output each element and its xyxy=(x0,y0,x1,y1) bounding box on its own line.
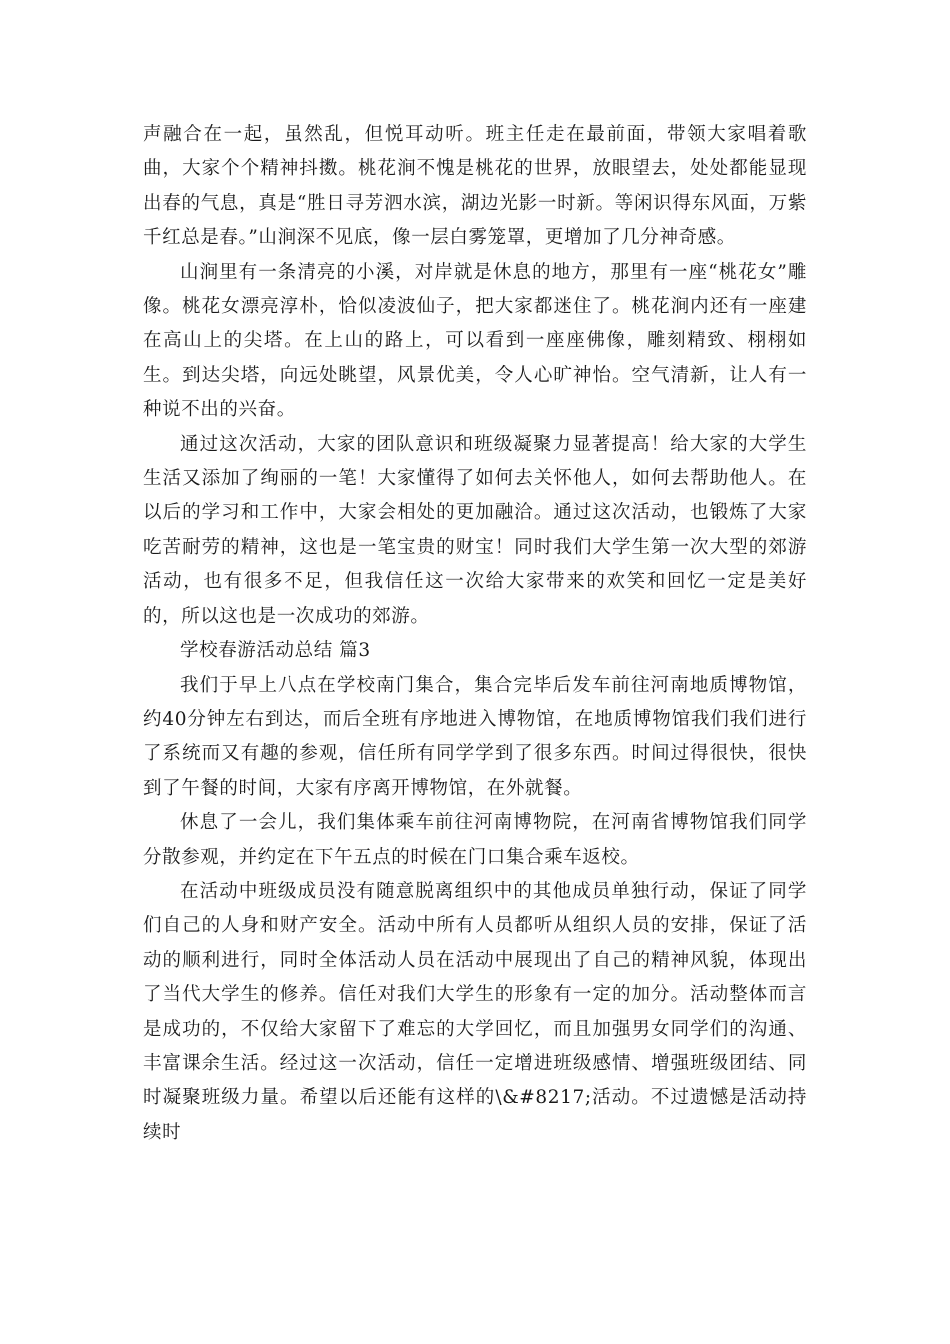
section-paragraph-2: 休息了一会儿，我们集体乘车前往河南博物院，在河南省博物馆我们同学分散参观，并约定在下午五点的时候在门口集合乘车返校。 xyxy=(143,812,807,868)
paragraph-1: 声融合在一起，虽然乱，但悦耳动听。班主任走在最前面，带领大家唱着歌曲，大家个个精神抖擞。桃花涧不愧是桃花的世界，放眼望去，处处都能显现出春的气息，真是“胜日寻芳泗水滨，湖边光影一时新。等闲识得东风面，万紫千红总是春。”山涧深不见底，像一层白雾笼罩，更增加了几分神奇感。 xyxy=(143,124,807,249)
section-paragraph-1: 我们于早上八点在学校南门集合，集合完毕后发车前往河南地质博物馆，约40分钟左右到达，而后全班有序地进入博物馆，在地质博物馆我们我们进行了系统而又有趣的参观，信任所有同学学到了很多东西。时间过得很快，很快到了午餐的时间，大家有序离开博物馆，在外就餐。 xyxy=(143,674,807,799)
paragraph-2: 山涧里有一条清亮的小溪，对岸就是休息的地方，那里有一座“桃花女”雕像。桃花女漂亮淳朴，恰似凌波仙子，把大家都迷住了。桃花涧内还有一座建在高山上的尖塔。在上山的路上，可以看到一座座佛像，雕刻精致、栩栩如生。到达尖塔，向远处眺望，风景优美，令人心旷神怡。空气清新，让人有一种说不出的兴奋。 xyxy=(143,261,807,421)
section-heading: 学校春游活动总结 篇3 xyxy=(180,640,371,662)
section-paragraph-3: 在活动中班级成员没有随意脱离组织中的其他成员单独行动，保证了同学们自己的人身和财产安全。活动中所有人员都听从组织人员的安排，保证了活动的顺利进行，同时全体活动人员在活动中展现出了自己的精神风貌，体现出了当代大学生的修养。信任对我们大学生的形象有一定的加分。活动整体而言是成功的，不仅给大家留下了难忘的大学回忆，而且加强男女同学们的沟通、丰富课余生活。经过这一次活动，信任一定增进班级感情、增强班级团结、同时凝聚班级力量。希望以后还能有这样的\&#8217;活动。不过遗憾是活动持续时 xyxy=(143,880,807,1143)
paragraph-3: 通过这次活动，大家的团队意识和班级凝聚力显著提高！给大家的大学生生活又添加了绚丽的一笔！大家懂得了如何去关怀他人，如何去帮助他人。在以后的学习和工作中，大家会相处的更加融洽。通过这次活动，也锻炼了大家吃苦耐劳的精神，这也是一笔宝贵的财宝！同时我们大学生第一次大型的郊游活动，也有很多不足，但我信任这一次给大家带来的欢笑和回忆一定是美好的，所以这也是一次成功的郊游。 xyxy=(143,433,807,627)
document-body xyxy=(143,118,807,1150)
